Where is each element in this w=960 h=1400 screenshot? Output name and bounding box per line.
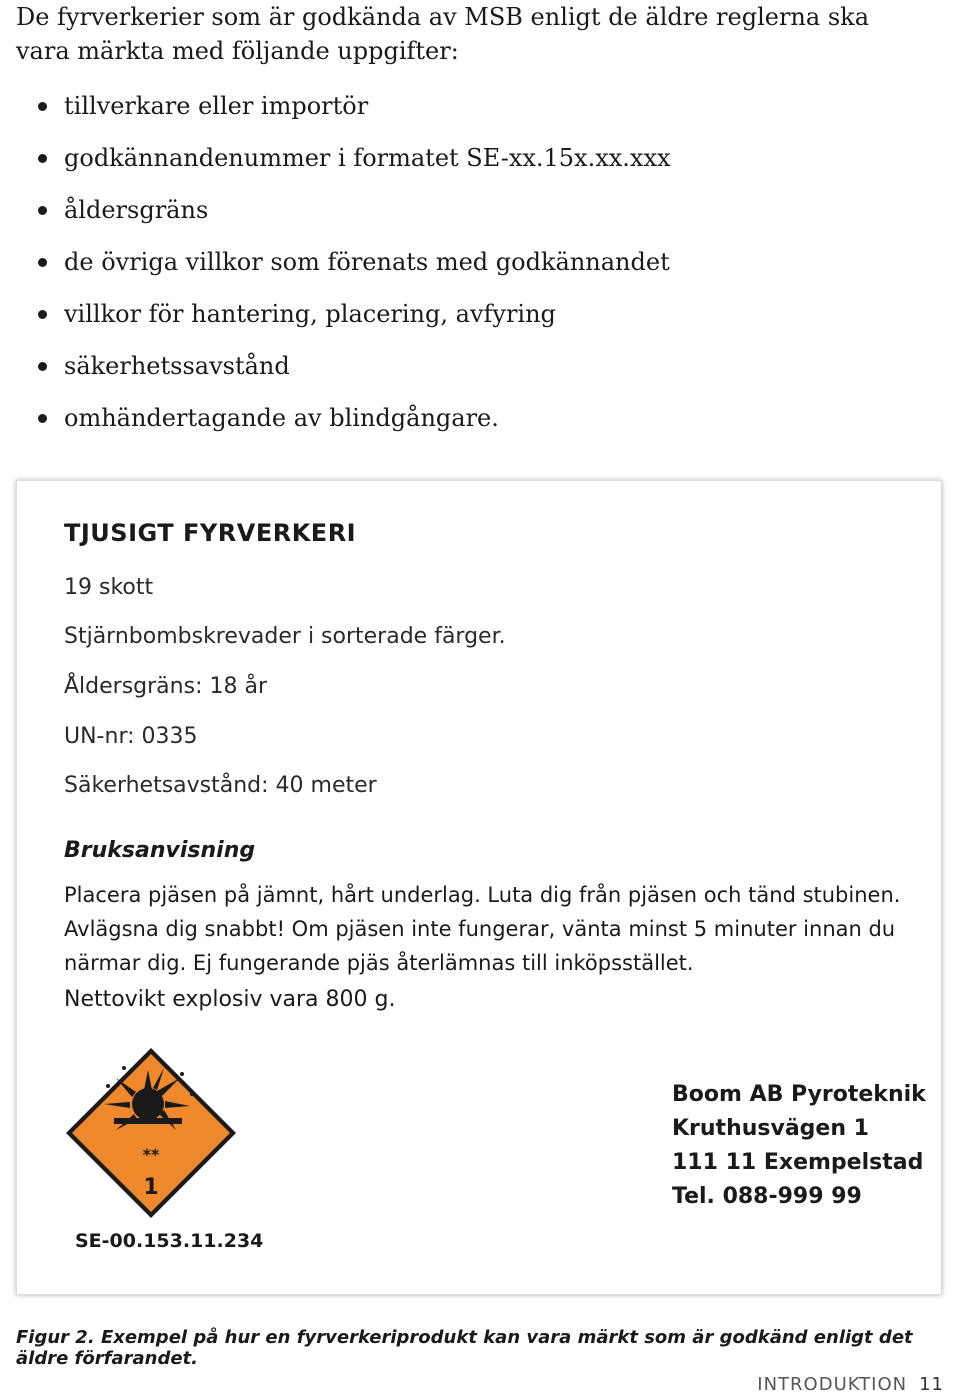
company-name: Boom AB Pyroteknik	[672, 1082, 926, 1107]
bullet-icon	[38, 154, 47, 163]
list-item	[16, 236, 916, 288]
page-number: 11	[919, 1374, 944, 1395]
safety-distance: Säkerhetsavstånd: 40 meter	[64, 773, 377, 798]
company-phone: Tel. 088-999 99	[672, 1184, 862, 1209]
bullet-icon	[38, 102, 47, 111]
approval-number: SE-00.153.11.234	[75, 1230, 264, 1252]
bullet-icon	[38, 258, 47, 267]
explosive-hazard-icon	[64, 1046, 238, 1220]
list-item-text: tillverkare eller importör	[64, 92, 369, 120]
list-item-text: godkännandenummer i formatet SE-xx.15x.xx.xxx	[64, 144, 671, 172]
intro-paragraph: De fyrverkerier som är godkända av MSB enligt de äldre reglerna ska vara märkta med följande uppgifter:	[16, 3, 869, 65]
list-item-text: åldersgräns	[64, 196, 209, 224]
section-name: INTRODUKTION	[757, 1374, 908, 1395]
shot-count: 19 skott	[64, 575, 154, 600]
figure-caption: Figur 2. Exempel på hur en fyrverkeriprodukt kan vara märkt som är godkänd enligt det äldre förfarandet.	[16, 1327, 913, 1369]
usage-heading: Bruksanvisning	[64, 838, 256, 863]
list-item	[16, 392, 916, 444]
bullet-icon	[38, 310, 47, 319]
list-item-text: de övriga villkor som förenats med godkännandet	[64, 248, 670, 276]
list-item	[16, 132, 916, 184]
net-weight: Nettovikt explosiv vara 800 g.	[64, 987, 396, 1012]
hazard-stars: **	[142, 1145, 160, 1164]
list-item	[16, 80, 916, 132]
company-street: Kruthusvägen 1	[672, 1116, 869, 1141]
intro-section	[16, 0, 916, 444]
usage-instructions: Placera pjäsen på jämnt, hårt underlag. Luta dig från pjäsen och tänd stubinen. Avlägsna dig snabbt! Om pjäsen inte fungerar, vänta minst 5 minuter innan du närmar dig. Ej fungerande pjäs återlämnas till inköpsstället.	[64, 883, 901, 975]
bullet-icon	[38, 206, 47, 215]
company-city: 111 11 Exempelstad	[672, 1150, 924, 1175]
age-limit: Åldersgräns: 18 år	[64, 674, 267, 699]
page-footer	[757, 1374, 944, 1395]
list-item-text: säkerhetssavstånd	[64, 352, 290, 380]
product-description: Stjärnbombskrevader i sorterade färger.	[64, 624, 506, 649]
list-item-text: omhändertagande av blindgångare.	[64, 404, 499, 432]
list-item	[16, 184, 916, 236]
requirements-list	[16, 80, 916, 444]
bullet-icon	[38, 414, 47, 423]
product-label-example	[16, 480, 942, 1295]
bullet-icon	[38, 362, 47, 371]
list-item	[16, 340, 916, 392]
list-item	[16, 288, 916, 340]
company-info	[672, 1078, 926, 1214]
product-name: TJUSIGT FYRVERKERI	[64, 519, 357, 547]
hazard-class-number: 1	[143, 1175, 159, 1200]
un-number: UN-nr: 0335	[64, 724, 198, 749]
list-item-text: villkor för hantering, placering, avfyring	[64, 300, 556, 328]
